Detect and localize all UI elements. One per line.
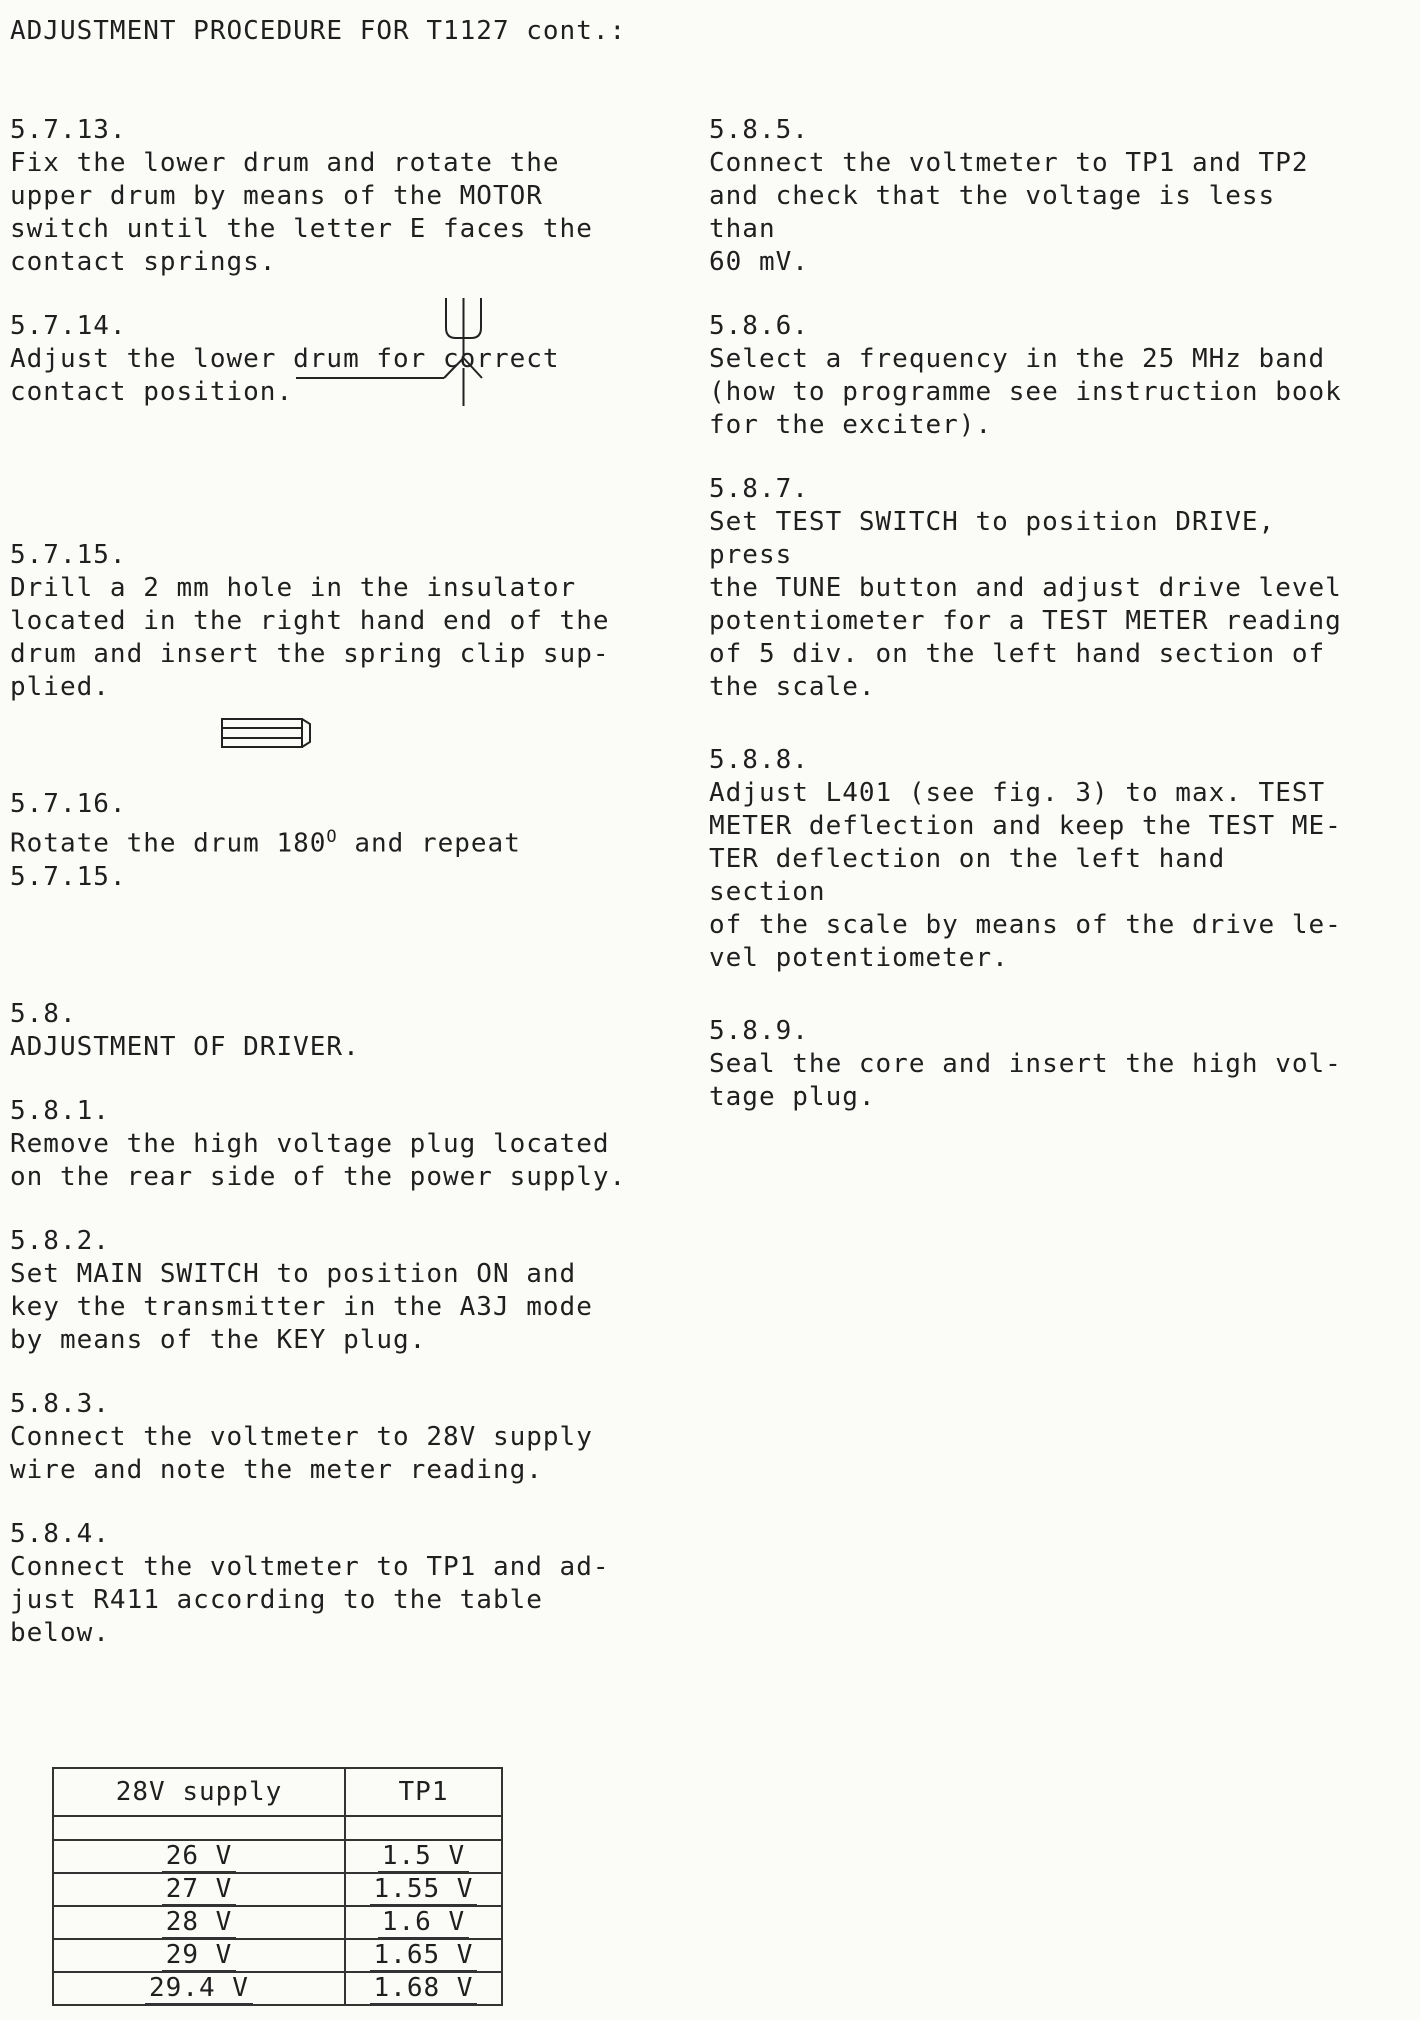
- step-number: 5.8.7.: [709, 474, 809, 504]
- step-number: 5.8.1.: [10, 1095, 110, 1126]
- page-header: ADJUSTMENT PROCEDURE FOR T1127 cont.:: [10, 16, 627, 46]
- step-5-7-14: [10, 310, 650, 409]
- section-number: 5.8.: [10, 998, 77, 1029]
- step-5-7-13: [10, 114, 650, 279]
- step-number: 5.8.3.: [10, 1388, 110, 1419]
- right-column: [709, 114, 1349, 1114]
- table-cell: 29 V: [162, 1940, 237, 1971]
- step-5-7-15: [10, 539, 650, 744]
- table-row: [53, 1873, 502, 1906]
- table-cell: 29.4 V: [145, 1973, 253, 2004]
- step-number: 5.8.6.: [709, 311, 809, 341]
- table-header-tp1: TP1: [345, 1768, 502, 1816]
- voltage-table: [52, 1767, 503, 2006]
- step-text-part: Rotate the drum 180: [10, 828, 327, 859]
- step-5-8-2: [10, 1225, 650, 1357]
- table-cell: 26 V: [162, 1841, 237, 1872]
- step-text: Adjust the lower drum for correct contact position.: [10, 344, 560, 407]
- table-cell: 1.65 V: [370, 1940, 478, 1971]
- section-title: ADJUSTMENT OF DRIVER.: [10, 1031, 360, 1062]
- step-text: Drill a 2 mm hole in the insulator located in the right hand end of the drum and insert the spring clip sup- plied.: [10, 573, 610, 702]
- table-cell: 28 V: [162, 1907, 237, 1938]
- table-cell: 1.6 V: [378, 1907, 469, 1938]
- step-5-8-3: [10, 1388, 650, 1487]
- step-text: Seal the core and insert the high vol- tage plug.: [709, 1049, 1342, 1112]
- step-5-8-9: [709, 1015, 1349, 1114]
- step-number: 5.8.2.: [10, 1225, 110, 1256]
- step-text: Select a frequency in the 25 MHz band (how to programme see instruction book for the exciter).: [709, 344, 1342, 440]
- step-text-part: and repeat 5.7.15.: [10, 828, 521, 892]
- section-5-8: [10, 998, 650, 1064]
- table-row: [53, 1939, 502, 1972]
- step-text: Set MAIN SWITCH to position ON and key the transmitter in the A3J mode by means of the KEY plug.: [10, 1258, 593, 1355]
- step-number: 5.8.9.: [709, 1016, 809, 1046]
- table-cell: 1.68 V: [370, 1973, 478, 2004]
- step-5-8-8: [709, 744, 1349, 975]
- step-number: 5.7.13.: [10, 115, 127, 145]
- table-row: [53, 1840, 502, 1873]
- table-cell: 1.55 V: [370, 1874, 478, 1905]
- step-number: 5.7.15.: [10, 540, 127, 570]
- spring-clip-diagram: [220, 714, 320, 754]
- step-number: 5.8.4.: [10, 1518, 110, 1549]
- degree-superscript: O: [326, 827, 338, 847]
- table-row: [53, 1906, 502, 1939]
- step-5-8-4: [10, 1518, 650, 1650]
- table-header-row: [53, 1768, 502, 1816]
- step-text: Set TEST SWITCH to position DRIVE, press the TUNE button and adjust drive level potentiometer for a TEST METER reading of 5 div. on the left hand section of the scale.: [709, 507, 1342, 702]
- step-number: 5.8.8.: [709, 745, 809, 775]
- table-cell: 27 V: [162, 1874, 237, 1905]
- step-number: 5.7.16.: [10, 789, 127, 819]
- step-text: Adjust L401 (see fig. 3) to max. TEST METER deflection and keep the TEST ME- TER deflection on the left hand section of the scale by means of the drive le- vel potentiometer.: [709, 778, 1342, 973]
- step-5-8-5: [709, 114, 1349, 279]
- step-5-7-16: [10, 788, 650, 894]
- step-5-8-1: [10, 1095, 650, 1194]
- contact-spring-diagram: [296, 298, 506, 408]
- step-5-8-6: [709, 310, 1349, 442]
- step-text: Remove the high voltage plug located on the rear side of the power supply.: [10, 1128, 627, 1192]
- step-text: Connect the voltmeter to TP1 and ad- just R411 according to the table below.: [10, 1551, 610, 1648]
- step-text: Connect the voltmeter to TP1 and TP2 and check that the voltage is less than 60 mV.: [709, 148, 1309, 277]
- step-5-8-7: [709, 473, 1349, 704]
- step-text: Fix the lower drum and rotate the upper drum by means of the MOTOR switch until the letter E faces the contact springs.: [10, 148, 593, 277]
- table-cell: 1.5 V: [378, 1841, 469, 1872]
- step-text: Connect the voltmeter to 28V supply wire and note the meter reading.: [10, 1421, 593, 1485]
- left-column: [10, 114, 650, 1650]
- step-text: [10, 821, 650, 894]
- step-number: 5.8.5.: [709, 115, 809, 145]
- table-header-28v: 28V supply: [53, 1768, 345, 1816]
- table-row: [53, 1972, 502, 2005]
- step-number: 5.7.14.: [10, 311, 127, 341]
